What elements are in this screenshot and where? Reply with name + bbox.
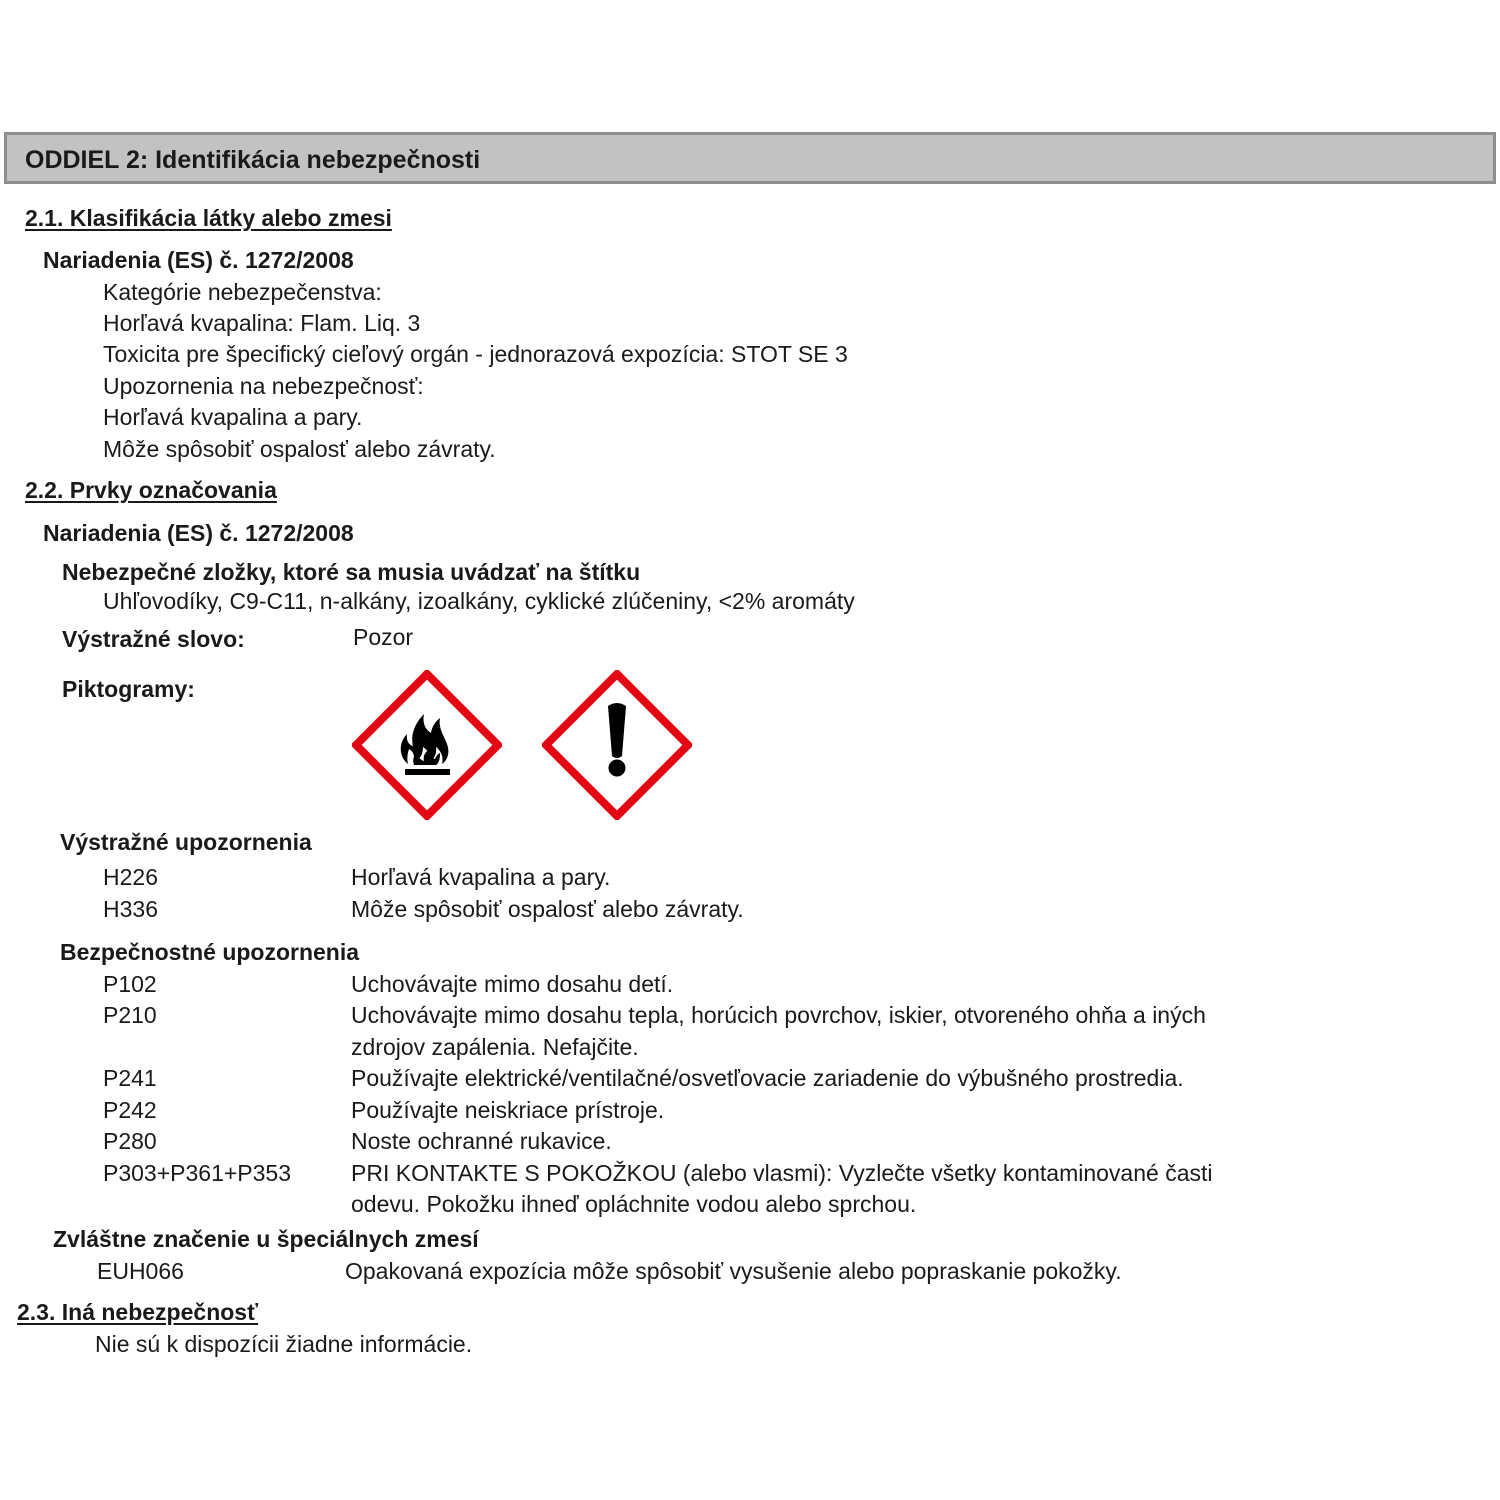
special-code: EUH066 (97, 1258, 184, 1284)
subsection-2-3-heading: 2.3. Iná nebezpečnosť (17, 1299, 259, 1325)
precaution-text: Používajte elektrické/ventilačné/osvetľovacie zariadenie do výbušného prostredia. (351, 1065, 1184, 1091)
hazard-text: Môže spôsobiť ospalosť alebo závraty. (351, 896, 744, 922)
special-text: Opakovaná expozícia môže spôsobiť vysušenie alebo popraskanie pokožky. (345, 1258, 1122, 1284)
signal-word-label: Výstražné slovo: (62, 626, 245, 652)
precaution-code: P303+P361+P353 (103, 1160, 292, 1186)
other-hazards-text: Nie sú k dispozícii žiadne informácie. (95, 1331, 473, 1357)
s22-regulation: Nariadenia (ES) č. 1272/2008 (43, 520, 354, 546)
s21-line: Môže spôsobiť ospalosť alebo závraty. (103, 436, 496, 462)
precaution-text: PRI KONTAKTE S POKOŽKOU (alebo vlasmi): Vyzlečte všetky kontaminované časti (351, 1160, 1213, 1186)
hazard-code: H226 (103, 864, 158, 890)
flame-pictogram-icon (352, 670, 502, 820)
pictograms-label: Piktogramy: (62, 676, 195, 702)
s21-line: Toxicita pre špecifický cieľový orgán - jednorazová expozícia: STOT SE 3 (103, 341, 848, 367)
precaution-code: P241 (103, 1065, 157, 1091)
signal-word-value: Pozor (353, 624, 414, 650)
precaution-text: Používajte neiskriace prístroje. (351, 1097, 665, 1123)
subsection-2-2-heading: 2.2. Prvky označovania (25, 477, 277, 503)
exclamation-mark-pictogram-icon (542, 670, 692, 820)
precaution-text: Noste ochranné rukavice. (351, 1128, 612, 1154)
section-title: ODDIEL 2: Identifikácia nebezpečnosti (25, 146, 481, 174)
precaution-text: odevu. Pokožku ihneď opláchnite vodou alebo sprchou. (351, 1191, 917, 1217)
precaution-text: zdrojov zapálenia. Nefajčite. (351, 1034, 639, 1060)
section-header-bar (4, 132, 1496, 184)
hazardous-components-value: Uhľovodíky, C9-C11, n-alkány, izoalkány, cyklické zlúčeniny, <2% aromáty (103, 588, 855, 614)
precaution-code: P242 (103, 1097, 157, 1123)
subsection-2-1-heading: 2.1. Klasifikácia látky alebo zmesi (25, 205, 392, 231)
s21-line: Kategórie nebezpečenstva: (103, 279, 382, 305)
s21-regulation: Nariadenia (ES) č. 1272/2008 (43, 247, 354, 273)
s21-line: Upozornenia na nebezpečnosť: (103, 373, 424, 399)
precaution-code: P280 (103, 1128, 157, 1154)
s21-line: Horľavá kvapalina a pary. (103, 404, 363, 430)
hazard-code: H336 (103, 896, 158, 922)
precaution-text: Uchovávajte mimo dosahu detí. (351, 971, 674, 997)
special-labelling-label: Zvláštne značenie u špeciálnych zmesí (53, 1226, 479, 1252)
hazard-text: Horľavá kvapalina a pary. (351, 864, 611, 890)
precaution-code: P210 (103, 1002, 157, 1028)
hazardous-components-label: Nebezpečné zložky, ktoré sa musia uvádzať na štítku (62, 559, 641, 585)
hazard-statements-label: Výstražné upozornenia (60, 829, 312, 855)
precaution-code: P102 (103, 971, 157, 997)
precautionary-statements-label: Bezpečnostné upozornenia (60, 939, 360, 965)
s21-line: Horľavá kvapalina: Flam. Liq. 3 (103, 310, 421, 336)
precaution-text: Uchovávajte mimo dosahu tepla, horúcich povrchov, iskier, otvoreného ohňa a iných (351, 1002, 1206, 1028)
